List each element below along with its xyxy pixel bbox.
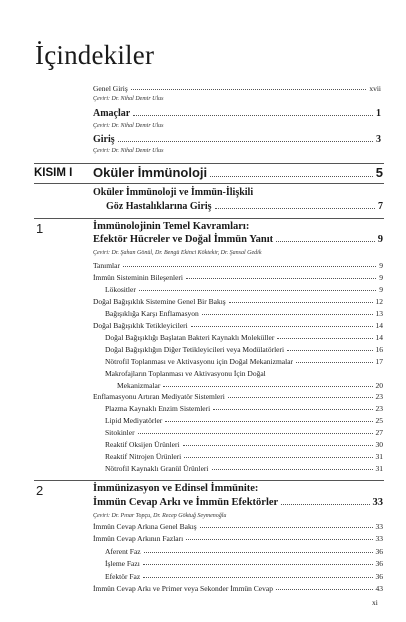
- toc-page: 9: [379, 261, 383, 270]
- toc-label: Doğal Bağışıklık Tetikleyicileri: [93, 320, 188, 330]
- leader-dots: [139, 289, 376, 291]
- toc-page: 23: [375, 392, 383, 402]
- chapter-number: 1: [36, 221, 44, 236]
- toc-entry[interactable]: [93, 392, 383, 401]
- leader-dots: [144, 551, 373, 553]
- part-title-row[interactable]: [93, 165, 383, 180]
- leader-dots: [163, 385, 372, 387]
- toc-label: Genel Giriş: [93, 84, 128, 93]
- leader-dots: [229, 301, 373, 303]
- leader-dots: [191, 325, 373, 327]
- leader-dots: [228, 396, 373, 398]
- toc-entry[interactable]: [105, 369, 383, 378]
- toc-page: 9: [379, 284, 383, 294]
- toc-entry[interactable]: [105, 285, 383, 294]
- leader-dots: [184, 456, 372, 458]
- toc-page: 31: [375, 464, 383, 474]
- toc-entry[interactable]: [105, 345, 383, 354]
- part-rule-top: [34, 163, 384, 164]
- toc-entry[interactable]: [93, 84, 381, 93]
- toc-entry[interactable]: [93, 321, 383, 330]
- toc-label: Nötrofil Toplanması ve Aktivasyonu için Doğal Mekanizmalar: [105, 356, 294, 366]
- leader-dots: [165, 420, 372, 422]
- toc-entry[interactable]: [93, 584, 383, 593]
- toc-label: Tanımlar: [93, 261, 120, 270]
- toc-page: 12: [375, 296, 383, 306]
- leader-dots: [131, 88, 367, 90]
- leader-dots: [276, 240, 375, 242]
- leader-dots: [296, 361, 372, 363]
- toc-page: 43: [375, 584, 383, 593]
- part-page: 5: [375, 165, 383, 180]
- toc-entry[interactable]: [105, 452, 383, 461]
- leader-dots: [215, 207, 375, 209]
- toc-label: İmmün Sisteminin Bileşenleri: [93, 272, 183, 282]
- toc-label: Lökositler: [105, 284, 136, 294]
- chapter-title-line1: İmmünizasyon ve Edinsel İmmünite:: [93, 483, 259, 494]
- toc-entry[interactable]: [105, 547, 383, 556]
- leader-dots: [186, 538, 372, 540]
- part-label: KISIM I: [34, 167, 73, 179]
- toc-label: İmmün Cevap Arkı ve Primer veya Sekonder İmmün Cevap: [93, 584, 273, 593]
- chapter-title-line2: Efektör Hücreler ve Doğal İmmün Yanıt: [93, 234, 274, 245]
- chapter-title-row[interactable]: [93, 234, 383, 245]
- leader-dots: [202, 313, 373, 315]
- toc-label: Reaktif Oksijen Ürünleri: [105, 440, 180, 450]
- toc-entry[interactable]: [106, 201, 383, 212]
- translator-credit: Çeviri: Dr. Nihal Demir Ulus: [93, 123, 164, 129]
- leader-dots: [277, 337, 372, 339]
- leader-dots: [287, 349, 372, 351]
- toc-label: İmmün Cevap Arkına Genel Bakış: [93, 522, 197, 531]
- toc-label: Göz Hastalıklarına Giriş: [106, 201, 212, 212]
- chapter-title-line1: İmmünolojinin Temel Kavramları:: [93, 221, 250, 232]
- toc-label: Makrofajların Toplanması ve Aktivasyonu İçin Doğal: [105, 368, 266, 378]
- toc-page: 33: [375, 522, 383, 531]
- toc-page: 30: [375, 440, 383, 450]
- toc-entry[interactable]: [105, 464, 383, 473]
- toc-label: Enflamasyonu Artıran Mediyatör Sistemleri: [93, 392, 225, 402]
- leader-dots: [186, 277, 376, 279]
- toc-label: Doğal Bağışıklığı Başlatan Bakteri Kaynaklı Moleküller: [105, 332, 275, 342]
- toc-page: 13: [375, 308, 383, 318]
- chapter-page: 33: [372, 497, 383, 508]
- part-rule-bottom: [34, 183, 384, 184]
- toc-label: Bağışıklığa Karşı Enflamasyon: [105, 308, 199, 318]
- leader-dots: [276, 588, 373, 590]
- toc-entry[interactable]: [105, 404, 383, 413]
- toc-page: 9: [379, 272, 383, 282]
- chapter-title-row[interactable]: [93, 497, 383, 508]
- toc-label: Aferent Faz: [105, 546, 141, 556]
- toc-label: Mekanizmalar: [117, 380, 161, 390]
- leader-dots: [200, 526, 373, 528]
- part-title: Oküler İmmünoloji: [93, 165, 208, 180]
- leader-dots: [213, 408, 372, 410]
- chapter-rule: [34, 218, 384, 219]
- toc-entry[interactable]: [117, 381, 383, 390]
- toc-page: 1: [376, 108, 381, 119]
- toc-entry[interactable]: [105, 416, 383, 425]
- toc-label: Amaçlar: [93, 108, 131, 119]
- toc-page: 36: [375, 559, 383, 569]
- toc-entry[interactable]: [105, 333, 383, 342]
- toc-entry[interactable]: [105, 309, 383, 318]
- toc-entry[interactable]: [93, 297, 383, 306]
- toc-page: 36: [375, 571, 383, 581]
- toc-page: 20: [375, 380, 383, 390]
- page-number: xi: [372, 598, 378, 607]
- toc-page: 31: [375, 452, 383, 462]
- toc-entry[interactable]: [93, 273, 383, 282]
- leader-dots: [133, 114, 373, 116]
- leader-dots: [143, 576, 372, 578]
- chapter-rule: [34, 480, 384, 481]
- leader-dots: [281, 503, 369, 505]
- toc-page: 3: [376, 134, 381, 145]
- toc-page: 36: [375, 546, 383, 556]
- toc-entry[interactable]: [105, 572, 383, 581]
- toc-label: Plazma Kaynaklı Enzim Sistemleri: [105, 404, 211, 414]
- toc-page: 17: [375, 356, 383, 366]
- toc-label: İmmün Cevap Arkının Fazları: [93, 534, 184, 544]
- chapter-title-line2: İmmün Cevap Arkı ve İmmün Efektörler: [93, 497, 279, 508]
- toc-page: 14: [375, 320, 383, 330]
- toc-label: Doğal Bağışıklığın Diğer Tetikleyicileri veya Modülatörleri: [105, 344, 285, 354]
- part-intro-line1: Oküler İmmünoloji ve İmmün-İlişkili: [93, 187, 254, 198]
- toc-label: Lipid Mediyatörler: [105, 416, 163, 426]
- translator-credit: Çeviri: Dr. Nihal Demir Ulus: [93, 148, 164, 154]
- leader-dots: [212, 468, 373, 470]
- chapter-page: 9: [377, 234, 383, 245]
- toc-page: 33: [375, 534, 383, 544]
- toc-page: 7: [378, 201, 383, 212]
- toc-page: 25: [375, 416, 383, 426]
- translator-credit: Çeviri: Dr. Nihal Demir Ulus: [93, 96, 164, 102]
- leader-dots: [183, 444, 373, 446]
- toc-page: 23: [375, 404, 383, 414]
- toc-entry[interactable]: [93, 534, 383, 543]
- leader-dots: [123, 265, 376, 267]
- leader-dots: [143, 563, 373, 565]
- toc-entry[interactable]: [105, 357, 383, 366]
- toc-label: Doğal Bağışıklık Sistemine Genel Bir Bakış: [93, 296, 226, 306]
- toc-entry[interactable]: [93, 134, 381, 145]
- toc-page: 27: [375, 428, 383, 438]
- leader-dots: [118, 140, 373, 142]
- toc-entry[interactable]: [93, 108, 381, 119]
- translator-credit: Çeviri: Dr. Pınar Topçu, Dr. Recep Göktuğ Seymenoğlu: [93, 513, 227, 519]
- toc-label: Efektör Faz: [105, 571, 141, 581]
- toc-label: Giriş: [93, 134, 115, 145]
- chapter-number: 2: [36, 483, 44, 498]
- toc-label: Nötrofil Kaynaklı Granül Ürünleri: [105, 464, 209, 474]
- toc-entry[interactable]: [93, 522, 383, 531]
- page-title: İçindekiler: [35, 40, 155, 70]
- toc-label: Reaktif Nitrojen Ürünleri: [105, 452, 182, 462]
- toc-entry[interactable]: [105, 559, 383, 568]
- toc-label: İşleme Fazı: [105, 559, 140, 569]
- toc-label: Sitokinler: [105, 428, 135, 438]
- toc-entry[interactable]: [105, 428, 383, 437]
- leader-dots: [210, 175, 373, 177]
- toc-page: 14: [375, 332, 383, 342]
- toc-entry[interactable]: [105, 440, 383, 449]
- translator-credit: Çeviri: Dr. Şahan Gönül, Dr. Bengü Ekinci Köktekir, Dr. Şansal Gedik: [93, 250, 262, 256]
- leader-dots: [138, 432, 373, 434]
- toc-page: 16: [375, 344, 383, 354]
- toc-entry[interactable]: [93, 261, 383, 270]
- toc-page: xvii: [369, 84, 381, 93]
